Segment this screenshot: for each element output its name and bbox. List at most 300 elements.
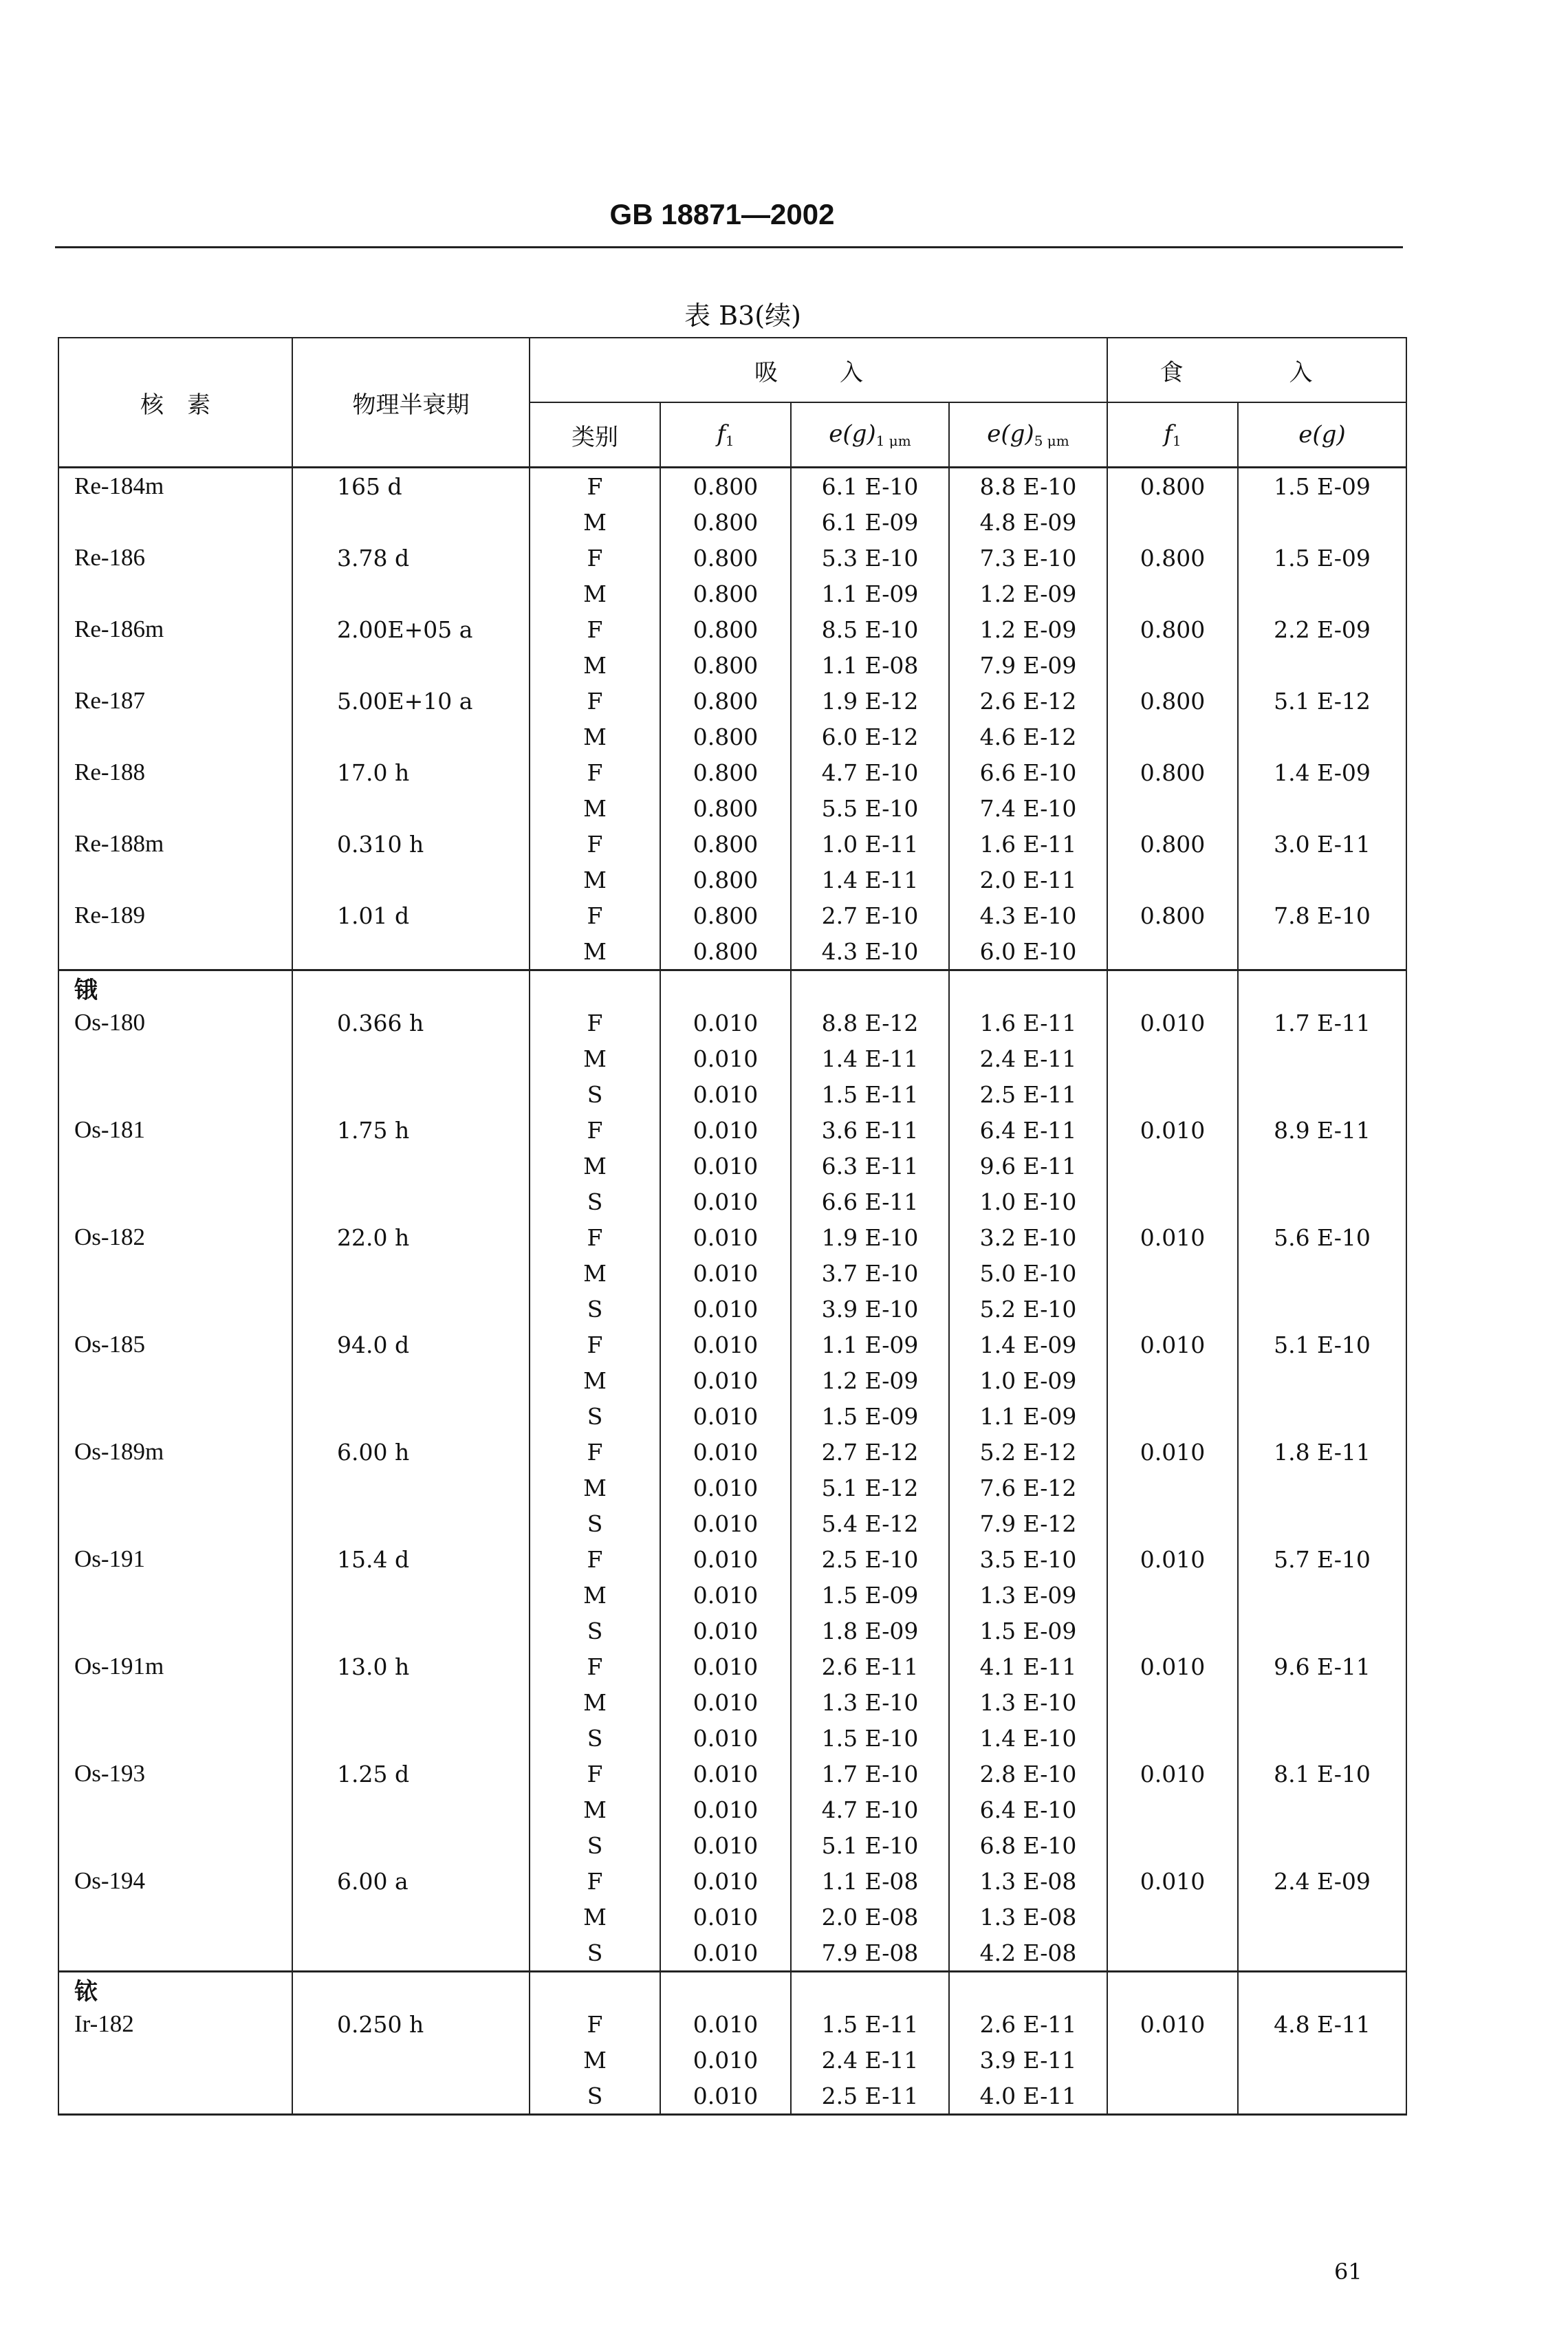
ingestion-f1: 0.800 bbox=[1107, 826, 1238, 862]
absorption-type: F bbox=[530, 1756, 660, 1792]
absorption-type: M bbox=[530, 1041, 660, 1076]
empty-cell bbox=[58, 1362, 292, 1398]
dose-coefficient-5um: 2.6 E-11 bbox=[949, 2006, 1107, 2042]
table-row bbox=[58, 683, 1406, 719]
empty-cell bbox=[292, 1041, 530, 1076]
empty-cell bbox=[292, 719, 530, 754]
empty-cell bbox=[1107, 1255, 1238, 1291]
empty-cell bbox=[58, 790, 292, 826]
dose-coefficient-1um: 2.5 E-11 bbox=[791, 2078, 949, 2115]
dose-coefficient-5um: 2.0 E-11 bbox=[949, 862, 1107, 898]
dose-coefficient-5um: 7.6 E-12 bbox=[949, 1470, 1107, 1505]
ingestion-dose-coefficient: 5.1 E-10 bbox=[1238, 1327, 1406, 1362]
dose-coefficient-1um: 4.3 E-10 bbox=[791, 933, 949, 970]
dose-coefficient-1um: 1.2 E-09 bbox=[791, 1362, 949, 1398]
empty-cell bbox=[1107, 1827, 1238, 1863]
absorption-type: M bbox=[530, 1577, 660, 1613]
half-life: 3.78 d bbox=[292, 540, 530, 576]
table-row bbox=[58, 1291, 1406, 1327]
inhalation-f1: 0.800 bbox=[660, 754, 791, 790]
dose-coefficient-5um: 1.6 E-11 bbox=[949, 826, 1107, 862]
empty-cell bbox=[949, 1972, 1107, 2007]
inhalation-f1: 0.010 bbox=[660, 1005, 791, 1041]
absorption-type: F bbox=[530, 1219, 660, 1255]
ingestion-dose-coefficient: 7.8 E-10 bbox=[1238, 898, 1406, 933]
empty-cell bbox=[292, 1398, 530, 1434]
absorption-type: S bbox=[530, 1613, 660, 1649]
empty-cell bbox=[1238, 862, 1406, 898]
dose-coefficient-1um: 1.1 E-09 bbox=[791, 1327, 949, 1362]
half-life: 1.75 h bbox=[292, 1112, 530, 1148]
ingestion-dose-coefficient: 3.0 E-11 bbox=[1238, 826, 1406, 862]
dose-coefficient-5um: 1.6 E-11 bbox=[949, 1005, 1107, 1041]
empty-cell bbox=[58, 1041, 292, 1076]
dose-coefficient-5um: 4.3 E-10 bbox=[949, 898, 1107, 933]
empty-cell bbox=[1238, 576, 1406, 611]
inhalation-f1: 0.010 bbox=[660, 1434, 791, 1470]
table-row bbox=[58, 826, 1406, 862]
absorption-type: F bbox=[530, 1863, 660, 1899]
inhalation-f1: 0.800 bbox=[660, 826, 791, 862]
ingestion-f1: 0.010 bbox=[1107, 1434, 1238, 1470]
nuclide-name: Os-185 bbox=[58, 1327, 292, 1362]
table-row bbox=[58, 2078, 1406, 2115]
header-inhalation: 吸 入 bbox=[530, 338, 1107, 402]
ingestion-dose-coefficient: 8.1 E-10 bbox=[1238, 1756, 1406, 1792]
nuclide-name: Os-180 bbox=[58, 1005, 292, 1041]
empty-cell bbox=[1238, 1827, 1406, 1863]
absorption-type: S bbox=[530, 1398, 660, 1434]
empty-cell bbox=[58, 1827, 292, 1863]
header-e-1um bbox=[791, 402, 949, 468]
table-row bbox=[58, 1076, 1406, 1112]
absorption-type: M bbox=[530, 504, 660, 540]
inhalation-f1: 0.010 bbox=[660, 1505, 791, 1541]
empty-cell bbox=[1238, 1148, 1406, 1184]
e-symbol: e(g) bbox=[829, 420, 876, 448]
ingestion-f1: 0.800 bbox=[1107, 898, 1238, 933]
table-row bbox=[58, 1362, 1406, 1398]
empty-cell bbox=[292, 576, 530, 611]
ingestion-dose-coefficient: 9.6 E-11 bbox=[1238, 1649, 1406, 1684]
absorption-type: F bbox=[530, 611, 660, 647]
ingestion-f1: 0.010 bbox=[1107, 1327, 1238, 1362]
nuclide-name: Os-189m bbox=[58, 1434, 292, 1470]
half-life: 13.0 h bbox=[292, 1649, 530, 1684]
absorption-type: F bbox=[530, 898, 660, 933]
dose-coefficient-5um: 6.4 E-10 bbox=[949, 1792, 1107, 1827]
empty-cell bbox=[292, 647, 530, 683]
table-row bbox=[58, 1613, 1406, 1649]
empty-cell bbox=[1238, 1935, 1406, 1972]
empty-cell bbox=[1238, 1613, 1406, 1649]
empty-cell bbox=[58, 862, 292, 898]
ingestion-f1: 0.010 bbox=[1107, 1219, 1238, 1255]
empty-cell bbox=[1238, 1792, 1406, 1827]
dose-coefficient-1um: 6.0 E-12 bbox=[791, 719, 949, 754]
table-row bbox=[58, 1899, 1406, 1935]
ingestion-dose-coefficient: 1.4 E-09 bbox=[1238, 754, 1406, 790]
dose-coefficient-1um: 3.9 E-10 bbox=[791, 1291, 949, 1327]
nuclide-name: Re-187 bbox=[58, 683, 292, 719]
empty-cell bbox=[1107, 1577, 1238, 1613]
inhalation-f1: 0.800 bbox=[660, 468, 791, 505]
inhalation-f1: 0.010 bbox=[660, 1899, 791, 1935]
empty-cell bbox=[292, 1684, 530, 1720]
absorption-type: F bbox=[530, 1649, 660, 1684]
header-ingestion-f1 bbox=[1107, 402, 1238, 468]
empty-cell bbox=[58, 2042, 292, 2078]
absorption-type: S bbox=[530, 1935, 660, 1972]
dose-coefficient-1um: 2.6 E-11 bbox=[791, 1649, 949, 1684]
absorption-type: F bbox=[530, 1005, 660, 1041]
nuclide-name: Re-188 bbox=[58, 754, 292, 790]
page-number: 61 bbox=[1334, 2259, 1362, 2285]
table-row bbox=[58, 1112, 1406, 1148]
dose-coefficient-5um: 1.3 E-08 bbox=[949, 1899, 1107, 1935]
table-row bbox=[58, 1255, 1406, 1291]
absorption-type: F bbox=[530, 1327, 660, 1362]
empty-cell bbox=[292, 1505, 530, 1541]
header-inhalation-f1 bbox=[660, 402, 791, 468]
empty-cell bbox=[1107, 719, 1238, 754]
element-group-row bbox=[58, 1972, 1406, 2007]
nuclide-name: Os-191m bbox=[58, 1649, 292, 1684]
empty-cell bbox=[292, 1899, 530, 1935]
inhalation-f1: 0.800 bbox=[660, 504, 791, 540]
table-row bbox=[58, 1505, 1406, 1541]
empty-cell bbox=[292, 862, 530, 898]
table-row bbox=[58, 1184, 1406, 1219]
empty-cell bbox=[58, 1899, 292, 1935]
empty-cell bbox=[58, 719, 292, 754]
dose-coefficient-5um: 1.3 E-09 bbox=[949, 1577, 1107, 1613]
empty-cell bbox=[292, 1935, 530, 1972]
absorption-type: F bbox=[530, 468, 660, 505]
empty-cell bbox=[1107, 647, 1238, 683]
table-row bbox=[58, 898, 1406, 933]
absorption-type: S bbox=[530, 1076, 660, 1112]
absorption-type: M bbox=[530, 1362, 660, 1398]
absorption-type: M bbox=[530, 647, 660, 683]
empty-cell bbox=[1238, 719, 1406, 754]
absorption-type: S bbox=[530, 1827, 660, 1863]
table-caption: 表 B3(续) bbox=[684, 301, 801, 331]
inhalation-f1: 0.010 bbox=[660, 1219, 791, 1255]
table-row bbox=[58, 790, 1406, 826]
dose-coefficient-5um: 4.8 E-09 bbox=[949, 504, 1107, 540]
ingestion-dose-coefficient: 5.6 E-10 bbox=[1238, 1219, 1406, 1255]
ingestion-f1: 0.010 bbox=[1107, 1863, 1238, 1899]
header-nuclide: 核 素 bbox=[58, 338, 292, 468]
nuclide-name: Re-184m bbox=[58, 468, 292, 505]
dose-coefficient-5um: 6.6 E-10 bbox=[949, 754, 1107, 790]
dose-coefficient-1um: 8.8 E-12 bbox=[791, 1005, 949, 1041]
absorption-type: M bbox=[530, 2042, 660, 2078]
table-row bbox=[58, 754, 1406, 790]
table-row bbox=[58, 1720, 1406, 1756]
absorption-type: M bbox=[530, 1899, 660, 1935]
empty-cell bbox=[1107, 576, 1238, 611]
table-row bbox=[58, 468, 1406, 505]
empty-cell bbox=[1107, 1720, 1238, 1756]
table-row bbox=[58, 933, 1406, 970]
dose-coefficient-1um: 1.5 E-09 bbox=[791, 1577, 949, 1613]
absorption-type: S bbox=[530, 1291, 660, 1327]
empty-cell bbox=[292, 1577, 530, 1613]
empty-cell bbox=[1238, 970, 1406, 1005]
dose-coefficient-1um: 6.1 E-09 bbox=[791, 504, 949, 540]
absorption-type: M bbox=[530, 790, 660, 826]
table-row bbox=[58, 1470, 1406, 1505]
inhalation-f1: 0.010 bbox=[660, 1577, 791, 1613]
standard-code-header: GB 18871—2002 bbox=[609, 198, 835, 230]
ingestion-dose-coefficient: 5.7 E-10 bbox=[1238, 1541, 1406, 1577]
inhalation-f1: 0.010 bbox=[660, 1613, 791, 1649]
empty-cell bbox=[1107, 1076, 1238, 1112]
dose-coefficient-1um: 1.4 E-11 bbox=[791, 862, 949, 898]
inhalation-f1: 0.010 bbox=[660, 2042, 791, 2078]
ingestion-f1: 0.800 bbox=[1107, 754, 1238, 790]
ingestion-f1: 0.010 bbox=[1107, 1112, 1238, 1148]
empty-cell bbox=[1107, 1613, 1238, 1649]
absorption-type: F bbox=[530, 540, 660, 576]
ingestion-dose-coefficient: 8.9 E-11 bbox=[1238, 1112, 1406, 1148]
dose-coefficient-5um: 1.1 E-09 bbox=[949, 1398, 1107, 1434]
empty-cell bbox=[1107, 1184, 1238, 1219]
table-row bbox=[58, 1541, 1406, 1577]
half-life: 0.310 h bbox=[292, 826, 530, 862]
dose-coefficient-1um: 4.7 E-10 bbox=[791, 1792, 949, 1827]
absorption-type: F bbox=[530, 683, 660, 719]
ingestion-dose-coefficient: 5.1 E-12 bbox=[1238, 683, 1406, 719]
nuclide-name: Os-182 bbox=[58, 1219, 292, 1255]
dose-coefficient-1um: 4.7 E-10 bbox=[791, 754, 949, 790]
empty-cell bbox=[292, 1613, 530, 1649]
table-row bbox=[58, 1577, 1406, 1613]
inhalation-f1: 0.010 bbox=[660, 1684, 791, 1720]
empty-cell bbox=[58, 1398, 292, 1434]
dose-coefficient-1um: 1.1 E-08 bbox=[791, 647, 949, 683]
empty-cell bbox=[58, 1577, 292, 1613]
empty-cell bbox=[292, 1362, 530, 1398]
ingestion-dose-coefficient: 1.5 E-09 bbox=[1238, 540, 1406, 576]
empty-cell bbox=[1107, 1398, 1238, 1434]
empty-cell bbox=[58, 1792, 292, 1827]
table-row bbox=[58, 540, 1406, 576]
nuclide-name: Re-189 bbox=[58, 898, 292, 933]
empty-cell bbox=[58, 1184, 292, 1219]
empty-cell bbox=[292, 1255, 530, 1291]
dose-coefficient-1um: 1.7 E-10 bbox=[791, 1756, 949, 1792]
ingestion-dose-coefficient: 1.8 E-11 bbox=[1238, 1434, 1406, 1470]
absorption-type: F bbox=[530, 1434, 660, 1470]
empty-cell bbox=[1238, 1076, 1406, 1112]
inhalation-f1: 0.010 bbox=[660, 1184, 791, 1219]
dose-coefficient-1um: 6.1 E-10 bbox=[791, 468, 949, 505]
empty-cell bbox=[1107, 2078, 1238, 2115]
absorption-type: M bbox=[530, 576, 660, 611]
empty-cell bbox=[292, 1720, 530, 1756]
half-life: 0.366 h bbox=[292, 1005, 530, 1041]
inhalation-f1: 0.800 bbox=[660, 647, 791, 683]
dose-coefficient-1um: 3.6 E-11 bbox=[791, 1112, 949, 1148]
empty-cell bbox=[1238, 1291, 1406, 1327]
empty-cell bbox=[1238, 1505, 1406, 1541]
empty-cell bbox=[1238, 504, 1406, 540]
dose-coefficient-5um: 5.0 E-10 bbox=[949, 1255, 1107, 1291]
inhalation-f1: 0.010 bbox=[660, 1398, 791, 1434]
empty-cell bbox=[58, 504, 292, 540]
dose-coefficient-5um: 1.4 E-10 bbox=[949, 1720, 1107, 1756]
inhalation-f1: 0.010 bbox=[660, 1112, 791, 1148]
half-life: 165 d bbox=[292, 468, 530, 505]
f1-subscript: 1 bbox=[1172, 433, 1182, 449]
empty-cell bbox=[660, 1972, 791, 2007]
header-type: 类别 bbox=[530, 402, 660, 468]
dose-coefficient-5um: 3.9 E-11 bbox=[949, 2042, 1107, 2078]
empty-cell bbox=[292, 1291, 530, 1327]
empty-cell bbox=[1238, 1398, 1406, 1434]
dose-coefficient-5um: 1.2 E-09 bbox=[949, 576, 1107, 611]
nuclide-name: Os-191 bbox=[58, 1541, 292, 1577]
half-life: 94.0 d bbox=[292, 1327, 530, 1362]
table-row bbox=[58, 647, 1406, 683]
table-row bbox=[58, 719, 1406, 754]
dose-coefficient-1um: 2.7 E-12 bbox=[791, 1434, 949, 1470]
dose-coefficient-1um: 2.5 E-10 bbox=[791, 1541, 949, 1577]
dose-coefficient-1um: 2.4 E-11 bbox=[791, 2042, 949, 2078]
table-row bbox=[58, 1863, 1406, 1899]
ingestion-f1: 0.800 bbox=[1107, 468, 1238, 505]
dose-coefficient-1um: 2.7 E-10 bbox=[791, 898, 949, 933]
empty-cell bbox=[292, 1076, 530, 1112]
ingestion-f1: 0.800 bbox=[1107, 611, 1238, 647]
inhalation-f1: 0.010 bbox=[660, 1541, 791, 1577]
empty-cell bbox=[1107, 1291, 1238, 1327]
dose-coefficient-5um: 1.4 E-09 bbox=[949, 1327, 1107, 1362]
empty-cell bbox=[292, 1184, 530, 1219]
nuclide-name: Re-186m bbox=[58, 611, 292, 647]
dose-coefficient-1um: 1.5 E-11 bbox=[791, 1076, 949, 1112]
ingestion-dose-coefficient: 2.2 E-09 bbox=[1238, 611, 1406, 647]
empty-cell bbox=[292, 504, 530, 540]
e-1um-subscript: 1 μm bbox=[875, 433, 911, 449]
empty-cell bbox=[1238, 1470, 1406, 1505]
empty-cell bbox=[292, 1972, 530, 2007]
dose-coefficient-1um: 6.3 E-11 bbox=[791, 1148, 949, 1184]
header-rule bbox=[55, 246, 1403, 248]
empty-cell bbox=[1238, 1899, 1406, 1935]
dose-coefficient-1um: 5.5 E-10 bbox=[791, 790, 949, 826]
empty-cell bbox=[58, 576, 292, 611]
inhalation-f1: 0.010 bbox=[660, 1827, 791, 1863]
dose-coefficient-5um: 7.4 E-10 bbox=[949, 790, 1107, 826]
absorption-type: S bbox=[530, 1720, 660, 1756]
ingestion-f1: 0.010 bbox=[1107, 1005, 1238, 1041]
empty-cell bbox=[1107, 1792, 1238, 1827]
dose-coefficient-1um: 1.5 E-09 bbox=[791, 1398, 949, 1434]
ingestion-f1: 0.800 bbox=[1107, 540, 1238, 576]
dose-coefficient-1um: 1.5 E-11 bbox=[791, 2006, 949, 2042]
inhalation-f1: 0.010 bbox=[660, 1327, 791, 1362]
element-group-row bbox=[58, 970, 1406, 1005]
dose-coefficient-1um: 7.9 E-08 bbox=[791, 1935, 949, 1972]
table-row bbox=[58, 1041, 1406, 1076]
empty-cell bbox=[58, 1505, 292, 1541]
dose-coefficient-5um: 6.4 E-11 bbox=[949, 1112, 1107, 1148]
f1-symbol: f bbox=[1164, 420, 1173, 448]
table-row bbox=[58, 1756, 1406, 1792]
half-life: 17.0 h bbox=[292, 754, 530, 790]
table-row bbox=[58, 1219, 1406, 1255]
nuclide-name: Os-181 bbox=[58, 1112, 292, 1148]
inhalation-f1: 0.010 bbox=[660, 1756, 791, 1792]
ingestion-f1: 0.010 bbox=[1107, 1756, 1238, 1792]
dose-coefficient-5um: 1.0 E-10 bbox=[949, 1184, 1107, 1219]
dose-coefficient-5um: 7.9 E-09 bbox=[949, 647, 1107, 683]
dose-coefficient-5um: 3.5 E-10 bbox=[949, 1541, 1107, 1577]
empty-cell bbox=[292, 1792, 530, 1827]
dose-coefficient-5um: 1.2 E-09 bbox=[949, 611, 1107, 647]
empty-cell bbox=[1107, 1041, 1238, 1076]
ingestion-f1: 0.800 bbox=[1107, 683, 1238, 719]
dose-coefficient-5um: 6.8 E-10 bbox=[949, 1827, 1107, 1863]
inhalation-f1: 0.800 bbox=[660, 933, 791, 970]
empty-cell bbox=[58, 1470, 292, 1505]
table-row bbox=[58, 611, 1406, 647]
inhalation-f1: 0.800 bbox=[660, 790, 791, 826]
table-row bbox=[58, 1005, 1406, 1041]
dose-coefficient-5um: 4.6 E-12 bbox=[949, 719, 1107, 754]
table-row bbox=[58, 1398, 1406, 1434]
empty-cell bbox=[1238, 790, 1406, 826]
half-life: 6.00 a bbox=[292, 1863, 530, 1899]
inhalation-f1: 0.010 bbox=[660, 1470, 791, 1505]
empty-cell bbox=[1238, 1720, 1406, 1756]
empty-cell bbox=[1107, 504, 1238, 540]
inhalation-f1: 0.800 bbox=[660, 611, 791, 647]
dose-coefficient-1um: 1.9 E-12 bbox=[791, 683, 949, 719]
empty-cell bbox=[1238, 1684, 1406, 1720]
absorption-type: M bbox=[530, 1470, 660, 1505]
dose-coefficient-1um: 5.3 E-10 bbox=[791, 540, 949, 576]
empty-cell bbox=[58, 647, 292, 683]
nuclide-name: Os-193 bbox=[58, 1756, 292, 1792]
dose-coefficient-5um: 2.8 E-10 bbox=[949, 1756, 1107, 1792]
dose-coefficient-1um: 5.4 E-12 bbox=[791, 1505, 949, 1541]
dose-coefficient-1um: 1.8 E-09 bbox=[791, 1613, 949, 1649]
inhalation-f1: 0.010 bbox=[660, 1649, 791, 1684]
half-life: 15.4 d bbox=[292, 1541, 530, 1577]
empty-cell bbox=[58, 933, 292, 970]
inhalation-f1: 0.010 bbox=[660, 1041, 791, 1076]
empty-cell bbox=[530, 970, 660, 1005]
half-life: 2.00E+05 a bbox=[292, 611, 530, 647]
dose-coefficient-1um: 1.0 E-11 bbox=[791, 826, 949, 862]
ingestion-dose-coefficient: 2.4 E-09 bbox=[1238, 1863, 1406, 1899]
empty-cell bbox=[1238, 1041, 1406, 1076]
inhalation-f1: 0.010 bbox=[660, 2078, 791, 2115]
empty-cell bbox=[949, 970, 1107, 1005]
absorption-type: M bbox=[530, 862, 660, 898]
inhalation-f1: 0.800 bbox=[660, 540, 791, 576]
absorption-type: F bbox=[530, 754, 660, 790]
empty-cell bbox=[791, 970, 949, 1005]
empty-cell bbox=[1238, 647, 1406, 683]
dose-coefficient-1um: 1.3 E-10 bbox=[791, 1684, 949, 1720]
inhalation-f1: 0.800 bbox=[660, 862, 791, 898]
